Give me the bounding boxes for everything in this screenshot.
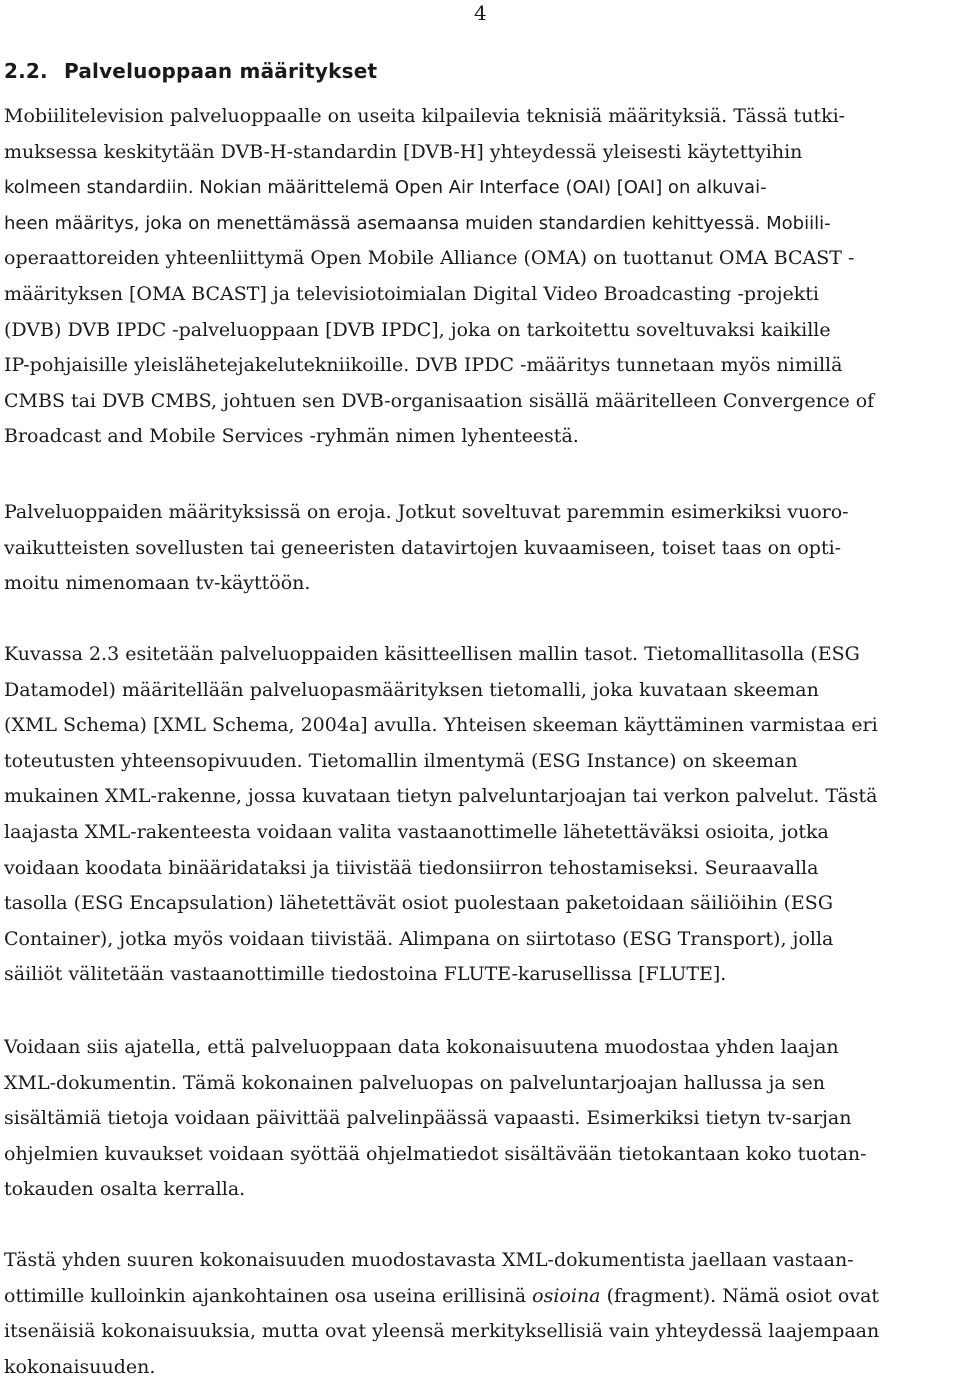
text-segment: ottimille kulloinkin ajankohtainen osa useina erillisinä <box>4 1284 527 1307</box>
text-line: Datamodel) määritellään palveluopasmäärityksen tietomalli, joka kuvataan skeeman <box>4 678 819 701</box>
paragraph-model-levels <box>4 637 956 993</box>
text-line: moitu nimenomaan tv-käyttöön. <box>4 572 311 595</box>
text-line: vaikutteisten sovellusten tai geneeristen datavirtojen kuvaamiseen, toiset taas on opti- <box>4 536 842 559</box>
text-line: Kuvassa 2.3 esitetään palveluoppaiden käsitteellisen mallin tasot. Tietomallitasolla (ESG <box>4 643 860 665</box>
text-line: ohjelmien kuvaukset voidaan syöttää ohjelmatiedot sisältävään tietokantaan koko tuotan- <box>4 1142 867 1165</box>
text-segment: (fragment). Nämä osiot ovat <box>606 1284 880 1307</box>
text-line: Tästä yhden suuren kokonaisuuden muodostavasta XML-dokumentista jaellaan vastaan- <box>4 1249 854 1271</box>
text-line: operaattoreiden yhteenliittymä Open Mobile Alliance (OMA) on tuottanut OMA BCAST - <box>4 247 855 270</box>
paragraph-standards <box>4 99 956 455</box>
text-line: XML-dokumentin. Tämä kokonainen palveluopas on palveluntarjoajan hallussa ja sen <box>4 1071 825 1094</box>
section-heading <box>4 57 377 85</box>
text-line: itsenäisiä kokonaisuuksia, mutta ovat yleensä merkityksellisiä vain yhteydessä laajempaan <box>4 1320 880 1343</box>
text-line: säiliöt välitetään vastaanottimille tiedostoina FLUTE-karusellissa [FLUTE]. <box>4 963 727 986</box>
text-line: CMBS tai DVB CMBS, johtuen sen DVB-organisaation sisällä määritelleen Convergence of <box>4 389 875 412</box>
text-line: Mobiilitelevision palveluoppaalle on useita kilpailevia teknisiä määrityksiä. Tässä tutki- <box>4 105 846 127</box>
text-line: (XML Schema) [XML Schema, 2004a] avulla. Yhteisen skeeman käyttäminen varmistaa eri <box>4 714 878 737</box>
text-line: tokauden osalta kerralla. <box>4 1178 246 1201</box>
text-line: (DVB) DVB IPDC -palveluoppaan [DVB IPDC], joka on tarkoitettu soveltuvaksi kaikille <box>4 318 831 341</box>
text-line: IP-pohjaisille yleislähetejakelutekniikoille. DVB IPDC -määritys tunnetaan myös nimillä <box>4 354 843 377</box>
text-line: toteutusten yhteensopivuuden. Tietomallin ilmentymä (ESG Instance) on skeeman <box>4 749 798 772</box>
emphasis-term: osioina <box>532 1284 601 1307</box>
text-line: Container), jotka myös voidaan tiivistää. Alimpana on siirtotaso (ESG Transport), jolla <box>4 927 834 950</box>
text-line: määrityksen [OMA BCAST] ja televisiotoimialan Digital Video Broadcasting -projekti <box>4 282 819 305</box>
text-line: heen määritys, joka on menettämässä asemaansa muiden standardien kehittyessä. Mobiili- <box>4 212 831 234</box>
text-line: tasolla (ESG Encapsulation) lähetettävät osiot puolestaan paketoidaan säiliöihin (ESG <box>4 892 833 915</box>
text-line: kokonaisuuden. <box>4 1355 156 1378</box>
text-line: Broadcast and Mobile Services -ryhmän nimen lyhenteestä. <box>4 425 579 448</box>
text-line: mukainen XML-rakenne, jossa kuvataan tietyn palveluntarjoajan tai verkon palvelut. Tästä <box>4 785 878 808</box>
paragraph-fragments <box>4 1243 956 1385</box>
text-line: sisältämiä tietoja voidaan päivittää palvelinpäässä vapaasti. Esimerkiksi tietyn tv-sarjan <box>4 1107 852 1130</box>
section-title: Palveluoppaan määritykset <box>64 59 378 83</box>
text-line: muksessa keskitytään DVB-H-standardin [DVB-H] yhteydessä yleisesti käytettyihin <box>4 140 803 163</box>
text-line: kolmeen standardiin. Nokian määrittelemä Open Air Interface (OAI) [OAI] on alkuvai- <box>4 177 767 199</box>
text-line: Voidaan siis ajatella, että palveluoppaan data kokonaisuutena muodostaa yhden laajan <box>4 1036 839 1058</box>
section-number: 2.2. <box>4 59 48 83</box>
text-line: Palveluoppaiden määrityksissä on eroja. Jotkut soveltuvat paremmin esimerkiksi vuoro- <box>4 501 849 523</box>
text-line: laajasta XML-rakenteesta voidaan valita vastaanottimelle lähetettäväksi osioita, jotka <box>4 820 829 843</box>
paragraph-xml-document <box>4 1030 956 1208</box>
page-number: 4 <box>474 1 487 25</box>
text-line <box>4 1279 956 1315</box>
text-line: voidaan koodata binääridataksi ja tiivistää tiedonsiirron tehostamiseksi. Seuraavalla <box>4 856 819 879</box>
paragraph-differences <box>4 495 956 602</box>
